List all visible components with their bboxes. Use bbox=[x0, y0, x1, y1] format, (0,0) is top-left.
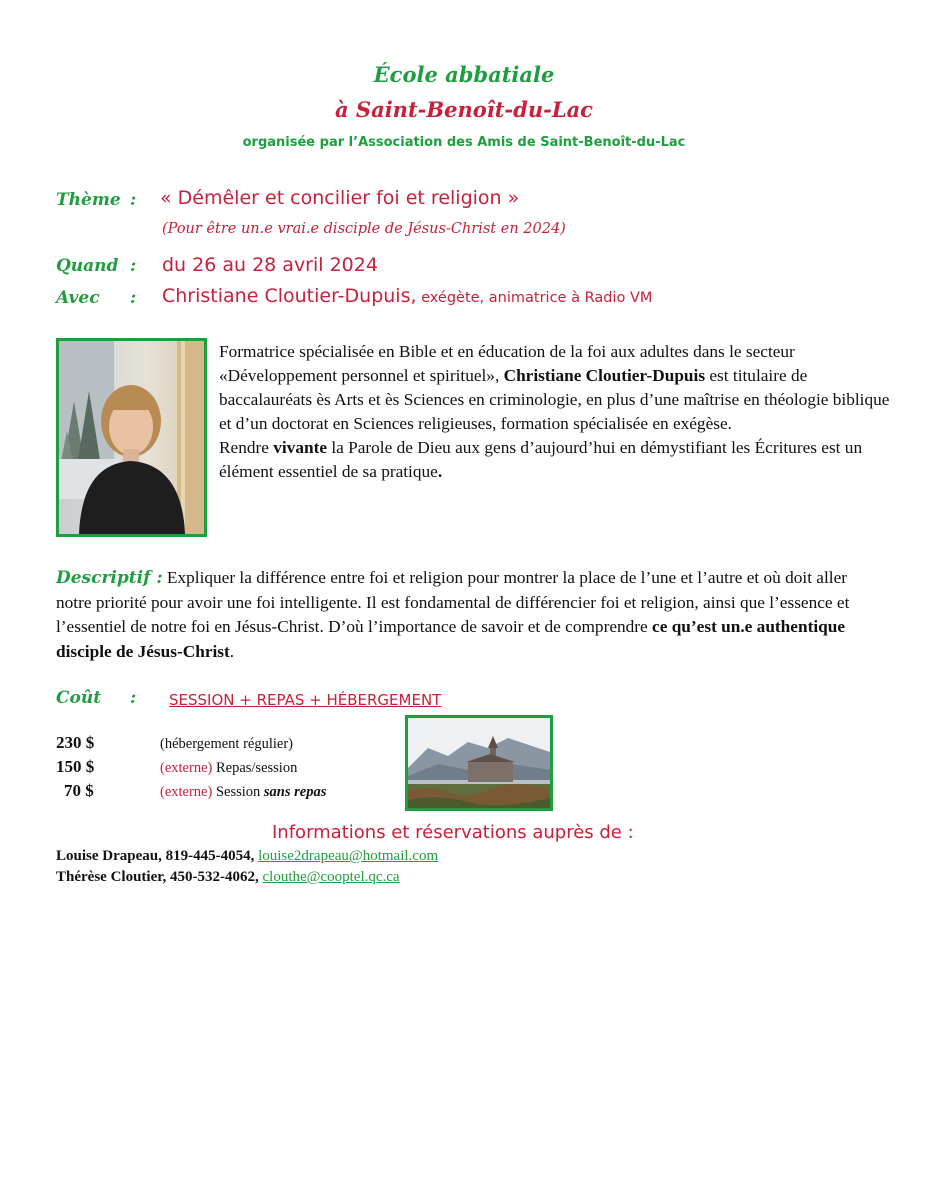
theme-label: Thème bbox=[56, 190, 121, 210]
abbey-photo-image bbox=[408, 718, 550, 808]
title-line-1: École abbatiale bbox=[373, 62, 555, 87]
presenter-description: exégète, animatrice à Radio VM bbox=[416, 290, 653, 306]
avec-colon: : bbox=[130, 288, 137, 308]
price-description: (externe) Session sans repas bbox=[160, 784, 327, 800]
presenter-bio bbox=[219, 340, 899, 484]
quand-value: du 26 au 28 avril 2024 bbox=[162, 254, 378, 276]
bio-text-1: Formatrice spécialisée en Bible et en éducation de la foi aux adultes dans le secteur «Développement personnel et spirituel», bbox=[219, 342, 795, 385]
theme-subtitle: (Pour être un.e vrai.e disciple de Jésus-Christ en 2024) bbox=[162, 221, 566, 237]
presenter-photo bbox=[56, 338, 207, 537]
price-amount: 150 $ bbox=[56, 757, 95, 776]
theme-colon: : bbox=[130, 190, 137, 210]
contact-name: Thérèse Cloutier, 450-532-4062, bbox=[56, 869, 259, 885]
contact-row bbox=[56, 848, 438, 865]
presenter-name: Christiane Cloutier-Dupuis, bbox=[162, 285, 417, 307]
contact-name: Louise Drapeau, 819-445-4054, bbox=[56, 848, 255, 864]
title-line-2: à Saint-Benoît-du-Lac bbox=[335, 97, 593, 122]
cost-label: Coût bbox=[56, 688, 102, 708]
abbey-photo bbox=[405, 715, 553, 811]
description-block bbox=[56, 566, 886, 664]
cost-colon: : bbox=[130, 688, 137, 708]
contact-email-link[interactable]: louise2drapeau@hotmail.com bbox=[258, 848, 439, 864]
contact-email-link[interactable]: clouthe@cooptel.qc.ca bbox=[262, 869, 400, 885]
info-title: Informations et réservations auprès de : bbox=[272, 822, 634, 843]
bio-presenter-name: Christiane Cloutier-Dupuis bbox=[503, 366, 706, 385]
bio-end: . bbox=[437, 462, 443, 481]
price-description: (hébergement régulier) bbox=[160, 736, 293, 752]
presenter-photo-image bbox=[59, 341, 204, 534]
bio-emphasis: vivante bbox=[273, 438, 327, 457]
description-emphasis: ce qu’est un.e authentique disciple de Jésus-Christ bbox=[56, 617, 846, 661]
description-label: Descriptif : bbox=[56, 568, 163, 588]
contact-row bbox=[56, 869, 400, 886]
price-description: (externe) Repas/session bbox=[160, 760, 298, 776]
avec-label: Avec bbox=[56, 288, 100, 308]
price-amount: 70 $ bbox=[64, 781, 94, 800]
cost-value: SESSION + REPAS + HÉBERGEMENT bbox=[169, 691, 442, 709]
description-end: . bbox=[229, 641, 235, 661]
description-text: Expliquer la différence entre foi et religion pour montrer la place de l’une et l’autre et où doit aller notre priorité pour avoir une foi intelligente. Il est fondamental de différencier foi et religion, ainsi que l’essence et l’essentiel de notre foi en Jésus-Christ. D’où l’importance de savoir et de comprendre bbox=[56, 568, 850, 636]
quand-colon: : bbox=[130, 256, 137, 276]
bio-text-2: est titulaire de baccalauréats ès Arts et ès Sciences en criminologie, en plus d’une maîtrise en théologie biblique et d’un doctorat en Sciences religieuses, formation spécialisée en exégèse. bbox=[219, 366, 890, 433]
price-amount: 230 $ bbox=[56, 733, 95, 752]
theme-value: « Démêler et concilier foi et religion » bbox=[160, 187, 520, 209]
organizer-subtitle: organisée par l’Association des Amis de Saint-Benoît-du-Lac bbox=[242, 135, 686, 150]
presenter-line bbox=[162, 285, 652, 307]
bio-text-4: la Parole de Dieu aux gens d’aujourd’hui en démystifiant les Écritures est un élément essentiel de sa pratique bbox=[219, 438, 863, 481]
bio-text-3: Rendre bbox=[219, 438, 274, 457]
quand-label: Quand bbox=[56, 256, 119, 276]
